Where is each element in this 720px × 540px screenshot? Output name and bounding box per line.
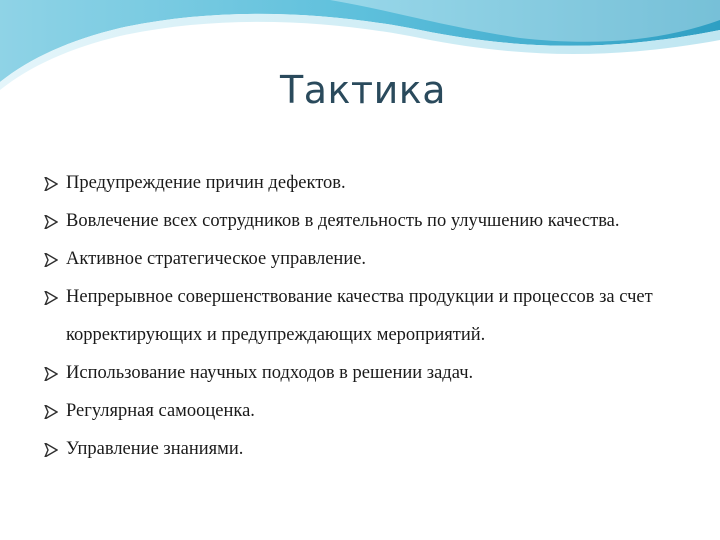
bullet-list — [44, 164, 694, 468]
list-item-text: Регулярная самооценка. — [66, 401, 255, 421]
list-item-text: Использование научных подходов в решении задач. — [66, 363, 474, 383]
arrow-bullet-icon — [44, 405, 58, 419]
list-item — [44, 240, 694, 278]
arrow-bullet-icon — [44, 443, 58, 457]
list-item — [44, 354, 694, 392]
list-item-text: Управление знаниями. — [66, 439, 244, 459]
arrow-bullet-icon — [44, 367, 58, 381]
arrow-bullet-icon — [44, 215, 58, 229]
list-item-text: Вовлечение всех сотрудников в деятельность по улучшению качества. — [66, 211, 620, 231]
arrow-bullet-icon — [44, 253, 58, 267]
list-item — [44, 202, 694, 240]
list-item — [44, 278, 694, 354]
arrow-bullet-icon — [44, 291, 58, 305]
list-item — [44, 430, 694, 468]
list-item-text: Предупреждение причин дефектов. — [66, 173, 346, 193]
slide-title: Тактика — [279, 68, 447, 112]
list-item — [44, 392, 694, 430]
list-item-text: Активное стратегическое управление. — [66, 249, 367, 269]
list-item — [44, 164, 694, 202]
arrow-bullet-icon — [44, 177, 58, 191]
list-item-text: Непрерывное совершенствование качества продукции и процессов за счет корректирующих и предупреждающих мероприятий. — [66, 287, 653, 345]
